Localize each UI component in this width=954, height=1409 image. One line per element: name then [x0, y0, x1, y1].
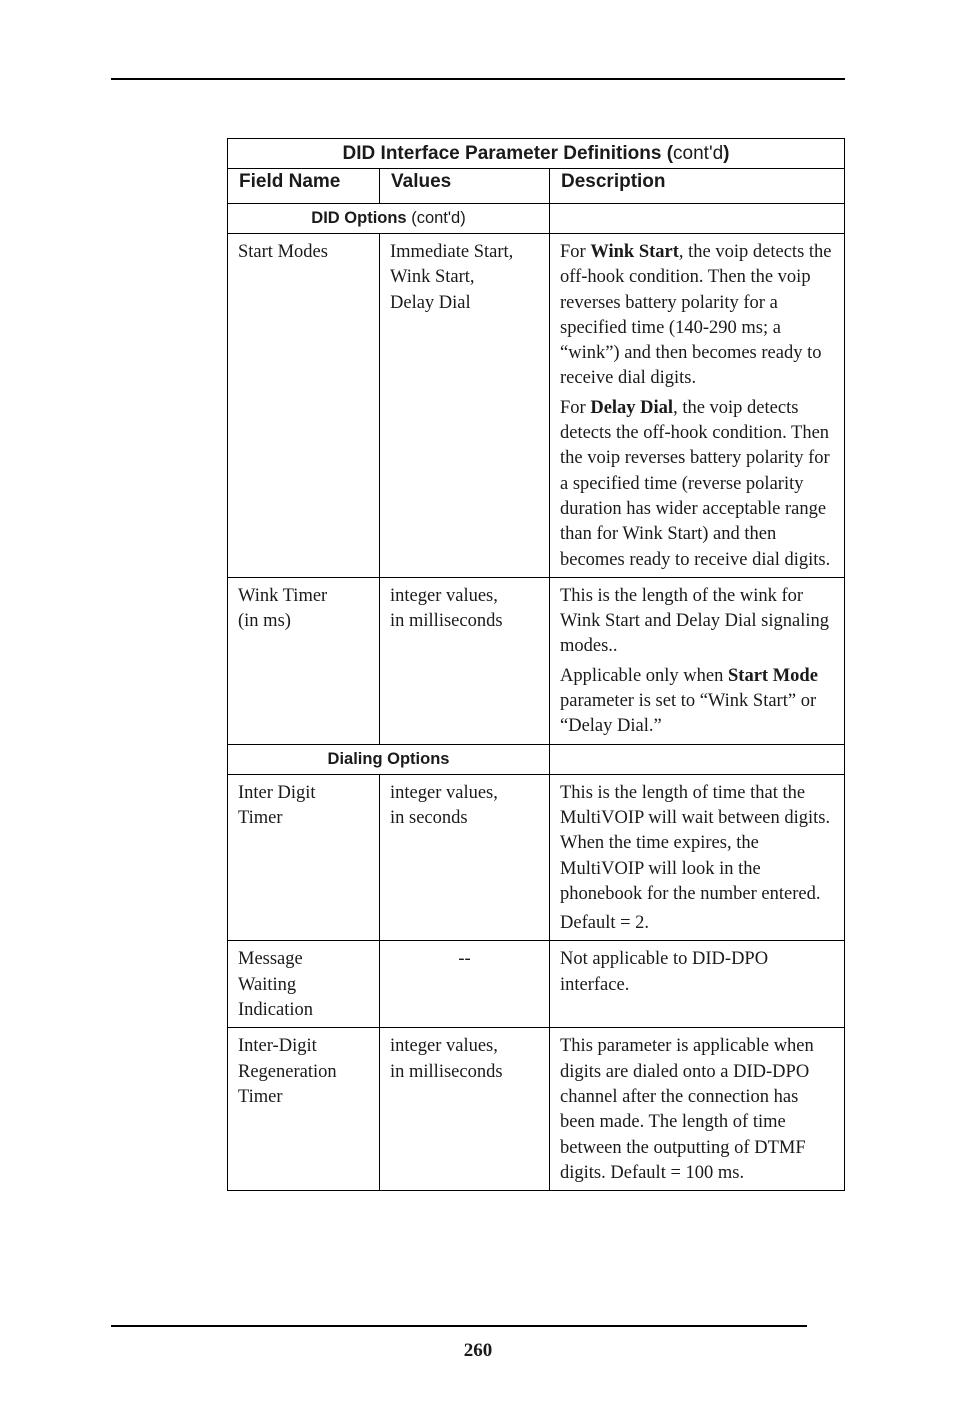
- field-line: Message: [238, 949, 303, 970]
- field-line: Timer: [238, 1086, 283, 1107]
- page-number: 260: [463, 1340, 493, 1361]
- table-title-row: [228, 139, 845, 169]
- field-line: Inter Digit: [238, 782, 316, 803]
- description-paragraph: This is the length of the wink for Wink Start and Delay Dial signaling modes..: [560, 585, 829, 657]
- table-title-contd: cont'd: [673, 142, 724, 164]
- value-line: Wink Start,: [390, 267, 475, 288]
- text-run: For: [560, 242, 591, 262]
- description-paragraph: [560, 664, 834, 740]
- section-row-dialing-options: [228, 744, 845, 774]
- value-line: Delay Dial: [390, 292, 471, 313]
- column-header-values: Values: [380, 169, 550, 204]
- footer-rule: [111, 1325, 807, 1327]
- description-regeneration-timer: [550, 1028, 845, 1191]
- section-label-did-options: [228, 204, 550, 234]
- table-title-close: ): [723, 142, 730, 164]
- description-paragraph: This is the length of time that the MultiVOIP will wait between digits. When the time expires, the MultiVOIP will look in the phonebook for the number entered.: [560, 782, 831, 904]
- field-line: Indication: [238, 1000, 314, 1021]
- section-empty-cell: [550, 744, 845, 774]
- text-run: , the voip detects the off-hook condition. Then the voip reverses battery polarity for a specified time (140-290 ms; a “wink”) and then becomes ready to receive dial digits.: [560, 242, 832, 389]
- table-title-bold: DID Interface Parameter Definitions (: [342, 142, 674, 164]
- table-row: [228, 774, 845, 941]
- field-line: (in ms): [238, 611, 291, 632]
- field-line: Inter-Digit: [238, 1036, 317, 1057]
- column-header-description: Description: [550, 169, 845, 204]
- field-line: Waiting: [238, 974, 297, 995]
- section-empty-cell: [550, 204, 845, 234]
- value-line: in milliseconds: [390, 1061, 503, 1082]
- field-line: Timer: [238, 807, 283, 828]
- bold-term: Wink Start: [590, 242, 679, 262]
- field-inter-digit-timer: [228, 774, 380, 941]
- field-message-waiting: [228, 941, 380, 1028]
- value-line: in milliseconds: [390, 611, 503, 632]
- description-paragraph: [560, 240, 834, 392]
- value-line: in seconds: [390, 807, 468, 828]
- description-wink-timer: [550, 577, 845, 744]
- description-start-modes: [550, 234, 845, 578]
- text-run: , the voip detects detects the off-hook condition. Then the voip reverses battery polarity for a specified time (reverse polarity duration has wider acceptable range than for Wink Start) and then becomes ready to receive dial digits.: [560, 397, 831, 570]
- header-rule: [111, 78, 845, 80]
- field-wink-timer: [228, 577, 380, 744]
- values-message-waiting: --: [380, 941, 550, 1028]
- section-label-dialing-options-bold: Dialing Options: [327, 749, 450, 768]
- field-line: Wink Timer: [238, 585, 328, 606]
- section-label-did-options-contd: (cont'd): [406, 209, 466, 227]
- section-label-dialing-options: [228, 744, 550, 774]
- value-line: integer values,: [390, 1036, 498, 1057]
- table-title: [228, 139, 845, 169]
- text-run: parameter is set to “Wink Start” or “Delay Dial.”: [560, 691, 817, 737]
- values-wink-timer: [380, 577, 550, 744]
- values-inter-digit-timer: [380, 774, 550, 941]
- table-row: [228, 941, 845, 1028]
- bold-term: Start Mode: [728, 665, 818, 686]
- text-run: Applicable only when: [560, 665, 728, 686]
- did-parameter-table: [227, 138, 845, 1191]
- field-line: Regeneration: [238, 1061, 337, 1082]
- description-paragraph: [560, 396, 834, 573]
- values-start-modes: [380, 234, 550, 578]
- field-regeneration-timer: [228, 1028, 380, 1191]
- text-run: For: [560, 397, 591, 418]
- description-paragraph: This parameter is applicable when digits are dialed onto a DID-DPO channel after the connection has been made. The length of time between the outputting of DTMF digits. Default = 100 ms.: [560, 1036, 814, 1183]
- description-paragraph: Default = 2.: [560, 913, 650, 934]
- value-line: integer values,: [390, 585, 498, 606]
- section-label-did-options-bold: DID Options: [311, 209, 407, 227]
- table-row: [228, 234, 845, 578]
- value-line: Immediate Start,: [390, 242, 514, 262]
- table-row: [228, 577, 845, 744]
- bold-term: Delay Dial: [590, 397, 674, 418]
- values-regeneration-timer: [380, 1028, 550, 1191]
- table-row: [228, 1028, 845, 1191]
- description-paragraph: Not applicable to DID-DPO interface.: [560, 949, 769, 995]
- column-header-row: [228, 169, 845, 204]
- section-row-did-options: [228, 204, 845, 234]
- column-header-field: Field Name: [228, 169, 380, 204]
- description-message-waiting: [550, 941, 845, 1028]
- description-inter-digit-timer: [550, 774, 845, 941]
- field-start-modes: Start Modes: [228, 234, 380, 578]
- value-line: integer values,: [390, 782, 498, 803]
